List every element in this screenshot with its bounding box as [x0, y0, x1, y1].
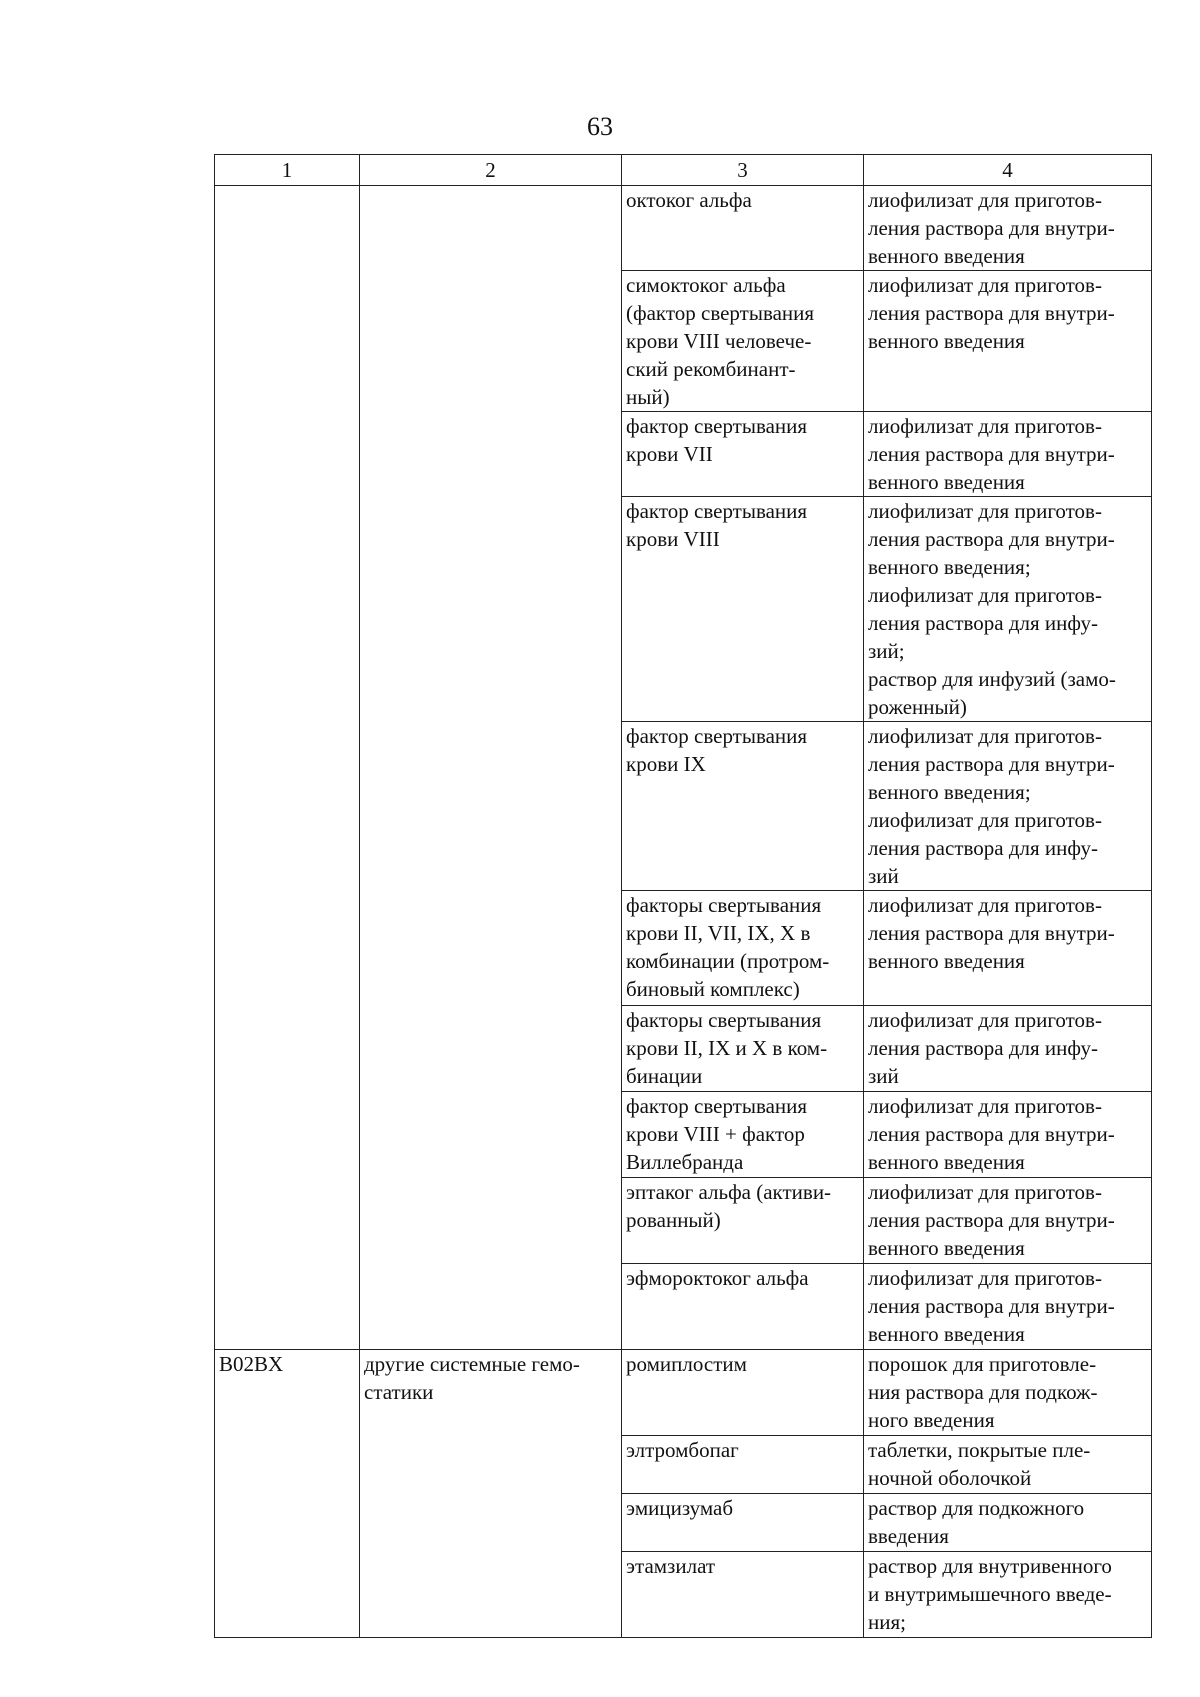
table-row: [215, 186, 1152, 271]
drug-name: факторы свертывания крови II, VII, IX, X в комбинации (протром- биновый комплекс): [622, 891, 864, 1006]
atc-code: B02BX: [215, 1350, 360, 1638]
drug-name: фактор свертывания крови VIII + фактор Виллебранда: [622, 1092, 864, 1178]
table-row: [215, 1350, 1152, 1436]
drug-name: эмицизумаб: [622, 1494, 864, 1552]
drug-name: эфмороктоког альфа: [622, 1264, 864, 1350]
drug-name: симоктоког альфа (фактор свертывания крови VIII человече- ский рекомбинант- ный): [622, 271, 864, 412]
dosage-form: лиофилизат для приготов- ления раствора для внутри- венного введения: [864, 1264, 1152, 1350]
atc-code-cell-empty: [215, 186, 360, 1350]
dosage-form: раствор для подкожного введения: [864, 1494, 1152, 1552]
column-number: 2: [360, 155, 622, 186]
column-number-row: [215, 155, 1152, 186]
dosage-form: лиофилизат для приготов- ления раствора для внутри- венного введения; лиофилизат для приготов- ления раствора для инфу- зий; раствор для инфузий (замо- роженный): [864, 497, 1152, 722]
group-name: другие системные гемо- статики: [360, 1350, 622, 1638]
drug-name: фактор свертывания крови VII: [622, 412, 864, 497]
page-number: 63: [587, 112, 613, 141]
dosage-form: лиофилизат для приготов- ления раствора для внутри- венного введения: [864, 891, 1152, 1006]
dosage-form: лиофилизат для приготов- ления раствора для внутри- венного введения; лиофилизат для приготов- ления раствора для инфу- зий: [864, 722, 1152, 891]
dosage-form: лиофилизат для приготов- ления раствора для внутри- венного введения: [864, 271, 1152, 412]
dosage-form: лиофилизат для приготов- ления раствора для инфу- зий: [864, 1006, 1152, 1092]
dosage-form: раствор для внутривенного и внутримышечного введе- ния;: [864, 1552, 1152, 1638]
drug-name: этамзилат: [622, 1552, 864, 1638]
dosage-form: лиофилизат для приготов- ления раствора для внутри- венного введения: [864, 412, 1152, 497]
group-name-cell-empty: [360, 186, 622, 1350]
drug-table: [214, 154, 1152, 1638]
drug-name: элтромбопаг: [622, 1436, 864, 1494]
column-number: 3: [622, 155, 864, 186]
column-number: 1: [215, 155, 360, 186]
drug-name: октоког альфа: [622, 186, 864, 271]
dosage-form: лиофилизат для приготов- ления раствора для внутри- венного введения: [864, 186, 1152, 271]
dosage-form: лиофилизат для приготов- ления раствора для внутри- венного введения: [864, 1178, 1152, 1264]
drug-name: эптаког альфа (активи- рованный): [622, 1178, 864, 1264]
dosage-form: таблетки, покрытые пле- ночной оболочкой: [864, 1436, 1152, 1494]
drug-name: фактор свертывания крови IX: [622, 722, 864, 891]
drug-name: ромиплостим: [622, 1350, 864, 1436]
dosage-form: порошок для приготовле- ния раствора для подкож- ного введения: [864, 1350, 1152, 1436]
drug-name: факторы свертывания крови II, IX и X в ком- бинации: [622, 1006, 864, 1092]
column-number: 4: [864, 155, 1152, 186]
drug-name: фактор свертывания крови VIII: [622, 497, 864, 722]
dosage-form: лиофилизат для приготов- ления раствора для внутри- венного введения: [864, 1092, 1152, 1178]
